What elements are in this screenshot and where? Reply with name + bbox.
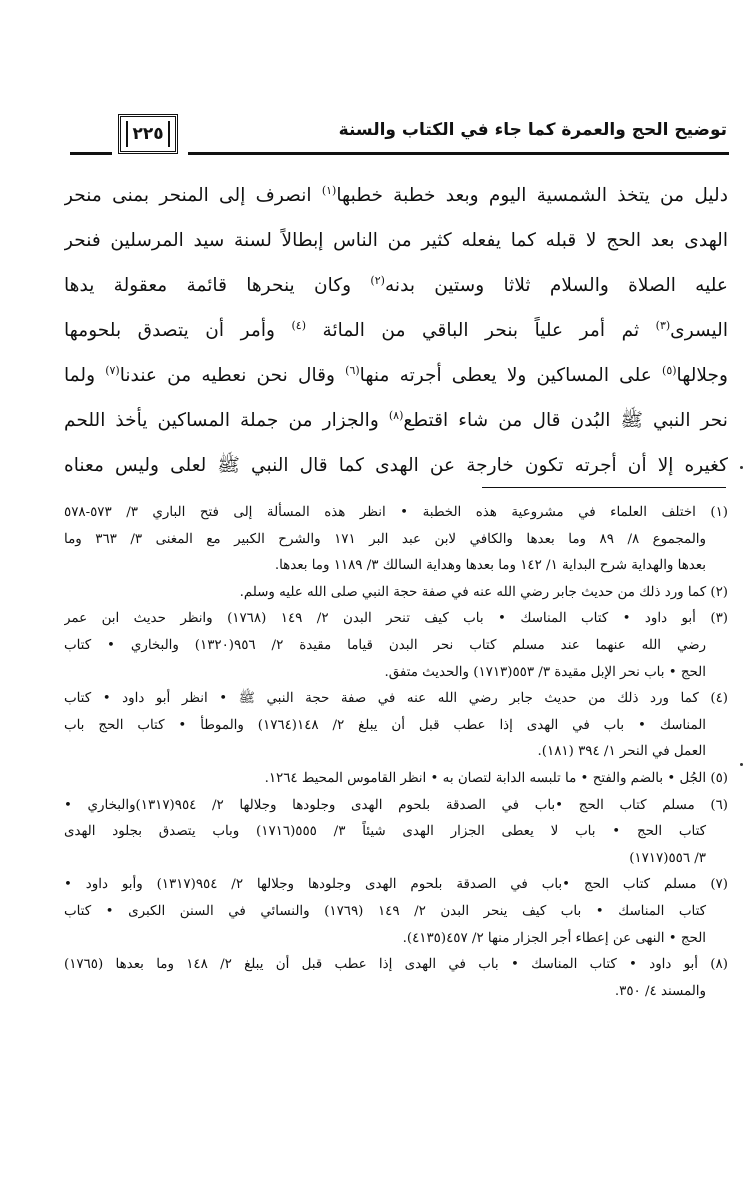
footnote-line: (٥) الجُل • بالضم والفتح • ما تلبسه الدابة لتصان به • انظر القاموس المحيط ١٢٦٤. xyxy=(264,770,728,786)
header-rule-short xyxy=(70,152,112,155)
body-line: الهدى بعد الحج لا قبله كما يفعله كثير من الناس إبطالاً لسنة سيد المرسلين فنحر xyxy=(64,230,728,251)
body-line: عليه الصلاة والسلام ثلاثا وستين بدنه$^{(٢)}$ وكان ينحرها قائمة معقولة يدها xyxy=(64,273,728,296)
footnote-ref: (٦) xyxy=(345,363,360,377)
footnote-line: العمل في النحر ١/ ٣٩٤ (١٨١). xyxy=(537,744,706,760)
page-header xyxy=(62,108,729,164)
footnote-2 xyxy=(64,580,728,607)
footnote-ref: (١) xyxy=(321,183,337,197)
footnote-8 xyxy=(64,952,728,1005)
footnote-line: الحج • النهى عن إعطاء أجر الجزار منها ٢/ ٤٥٧(٤١٣٥). xyxy=(402,930,706,946)
footnotes xyxy=(64,500,728,1005)
body-line: دليل من يتخذ الشمسية اليوم وبعد خطبة خطبها$^{(١)}$ انصرف إلى المنحر بمنى منحر xyxy=(64,183,728,206)
running-title: توضيح الحج والعمرة كما جاء في الكتاب والسنة xyxy=(338,120,727,140)
footnote-ref: (٧) xyxy=(105,363,120,377)
body-line: كغيره إلا أن أجرته تكون خارجة عن الهدى كما قال النبي ﷺ لعلى وليس معناه xyxy=(64,455,728,476)
header-rule xyxy=(188,152,729,155)
footnote-line: (٢) كما ورد ذلك من حديث جابر رضي الله عنه في صفة حجة النبي صلى الله عليه وسلم. xyxy=(239,584,728,600)
margin-mark xyxy=(740,763,743,766)
footnote-ref: (٥) xyxy=(662,363,677,377)
page-number-box xyxy=(118,114,178,154)
footnote-6 xyxy=(64,793,728,873)
body-line: اليسرى$^{(٣)}$ ثم أمر علياً بنحر الباقي من المائة $^{(٤)}$ وأمر أن يتصدق بلحومها xyxy=(64,318,728,341)
footnote-7 xyxy=(64,872,728,952)
footnote-ref: (٢) xyxy=(370,273,385,287)
footnote-line: والمسند ٤/ ٣٥٠. xyxy=(614,983,706,999)
footnote-line: الحج • باب نحر الإبل مقيدة ٣/ ٥٥٣(١٧١٣) والحديث متفق. xyxy=(384,664,706,680)
footnote-line: بعدها والهداية شرح البداية ١/ ١٤٢ وما بعدها وهداية السالك ٣/ ١١٨٩ وما بعدها. xyxy=(274,558,706,574)
margin-mark xyxy=(740,466,743,469)
footnote-line: (١) اختلف العلماء في مشروعية هذه الخطبة • انظر هذه المسألة إلى فتح الباري ٣/ ٥٧٣-٥٧٨ xyxy=(64,505,728,520)
footnote-line: كتاب الحج • باب لا يعطى الجزار الهدى شيئاً ٣/ ٥٥٥(١٧١٦) وباب يتصدق بجلود الهدى xyxy=(64,824,706,840)
main-text xyxy=(64,173,728,488)
body-line: وجلالها$^{(٥)}$ على المساكين ولا يعطى أجرته منها$^{(٦)}$ وقال نحن نعطيه من عندنا$^{(٧)}$ ولما xyxy=(64,363,728,386)
footnote-ref: (٣) xyxy=(655,318,671,332)
body-line: نحر النبي ﷺ البُدن قال من شاء اقتطع$^{(٨)}$ والجزار من جملة المساكين يأخذ اللحم xyxy=(64,408,728,431)
footnote-separator xyxy=(482,487,726,488)
footnote-line: رضي الله عنهما عند مسلم كتاب نحر البدن قياما مقيدة ٢/ ٩٥٦(١٣٢٠) والبخاري • كتاب xyxy=(64,637,706,653)
footnote-5 xyxy=(64,766,728,793)
footnote-3 xyxy=(64,606,728,686)
footnote-line: والمجموع ٨/ ٨٩ وما بعدها والكافي لابن عبد البر ١٧١ والشرح الكبير مع المغنى ٣/ ٣٦٣ وما xyxy=(64,531,706,547)
page-number: ٢٢٥ xyxy=(126,121,169,147)
footnote-line: (٦) مسلم كتاب الحج •باب في الصدقة بلحوم الهدى وجلودها وجلالها ٢/ ٩٥٤(١٣١٧)والبخاري • xyxy=(64,797,728,813)
footnote-4 xyxy=(64,686,728,766)
footnote-line: (٣) أبو داود • كتاب المناسك • باب كيف تنحر البدن ٢/ ١٤٩ (١٧٦٨) وانظر حديث ابن عمر xyxy=(64,611,728,627)
footnote-ref: (٨) xyxy=(388,408,404,422)
footnote-line: كتاب المناسك • باب كيف ينحر البدن ٢/ ١٤٩ (١٧٦٩) والنسائي في السنن الكبرى • كتاب xyxy=(64,903,706,919)
footnote-1 xyxy=(64,500,728,580)
footnote-line: ٣/ ٥٥٦(١٧١٧) xyxy=(629,850,706,866)
footnote-line: (٧) مسلم كتاب الحج •باب في الصدقة بلحوم الهدى وجلودها وجلالها ٢/ ٩٥٤(١٣١٧) وأبو داود • xyxy=(64,877,728,893)
footnote-line: المناسك • باب في الهدى إذا عطب قبل أن يبلغ ٢/ ١٤٨(١٧٦٤) والموطأ • كتاب الحج باب xyxy=(64,717,706,733)
footnote-ref: (٤) xyxy=(291,318,306,332)
footnote-line: (٤) كما ورد ذلك من حديث جابر رضي الله عنه في صفة حجة النبي ﷺ • انظر أبو داود • كتاب xyxy=(64,691,728,707)
footnote-line: (٨) أبو داود • كتاب المناسك • باب في الهدى إذا عطب قبل أن يبلغ ٢/ ١٤٨ وما بعدها (١٧٦٥) xyxy=(64,957,728,973)
